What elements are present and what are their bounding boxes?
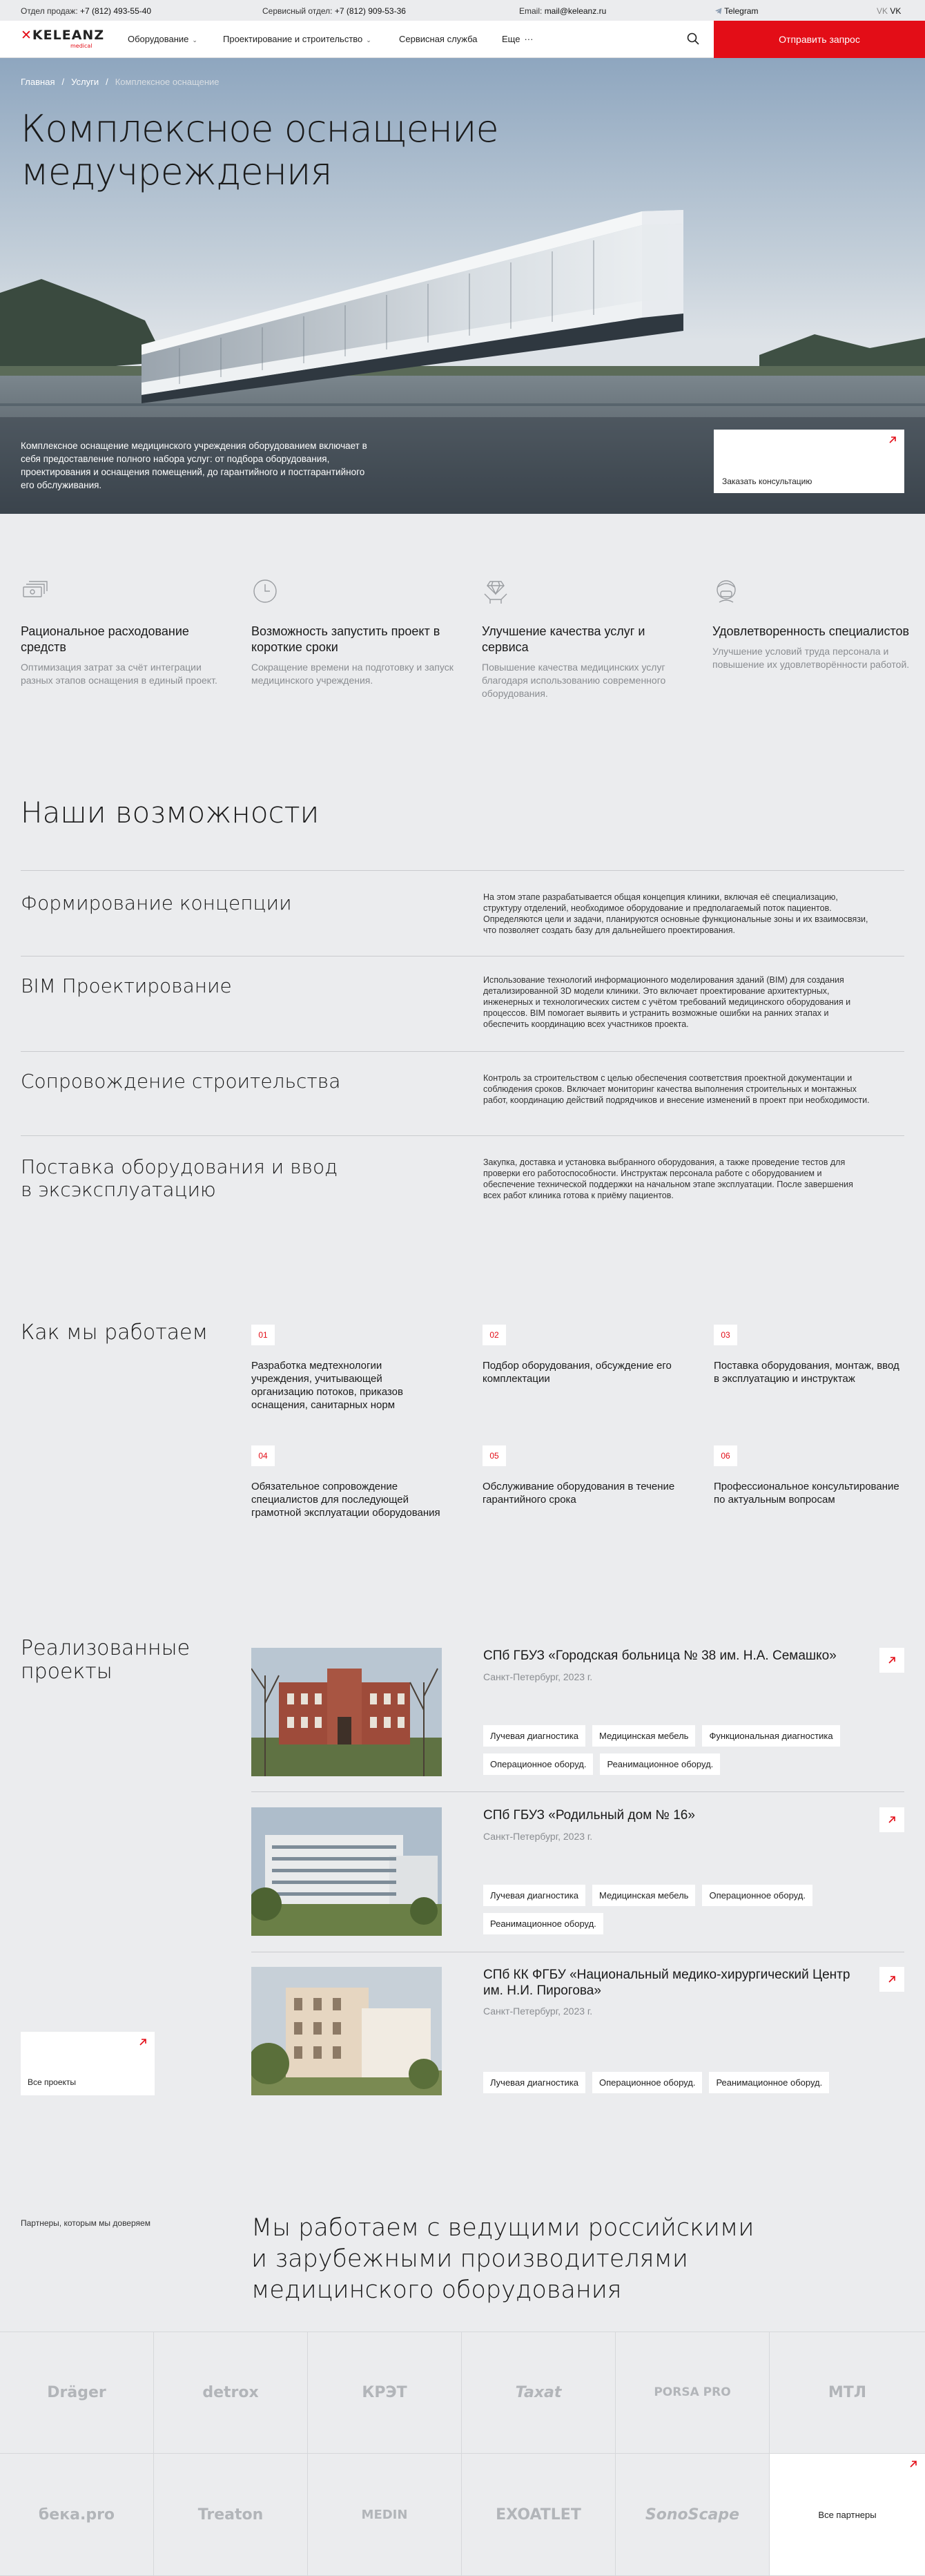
doctor-icon (712, 577, 740, 605)
step-number: 03 (714, 1325, 737, 1345)
all-partners-label: Все партнеры (818, 2509, 877, 2520)
hero-description: Комплексное оснащение медицинского учреждения оборудованием включает в себя предоставление полного набора услуг: от подбора оборудования, проектирования и оснащения помещений, до гарантийного и постгарантийного его обслуживания. (21, 441, 367, 490)
step-text: Обязательное сопровождение специалистов для последующей грамотной эксплуатации оборудования (251, 1481, 440, 1519)
capability-text: На этом этапе разрабатывается общая концепция клиники, включая её специализацию, структуру отделений, необходимое оборудование и предполагаемый поток пациентов. Определяются цели и задачи, планируются основные функциональные зоны и их взаимосвязи, что позволяет создать базу для дальнейшего проектирования. (483, 892, 868, 935)
service-contact[interactable] (262, 6, 406, 16)
all-projects-label: Все проекты (28, 2077, 77, 2087)
project-photo (251, 1648, 442, 1776)
project-tag[interactable]: Функциональная диагностика (702, 1725, 839, 1747)
clock-icon (251, 577, 279, 605)
breadcrumb-home[interactable]: Главная (21, 77, 55, 87)
capability-row (21, 870, 904, 956)
project-tag[interactable]: Реанимационное оборуд. (600, 1753, 720, 1775)
partner-logo[interactable] (154, 2454, 308, 2576)
step-item (483, 1445, 676, 1506)
logo-text: KELEANZ (32, 28, 105, 43)
benefit-text: Повышение качества медицинских услуг благодаря использованию современного оборудования. (482, 662, 666, 699)
main-navigation (0, 21, 925, 58)
breadcrumb-services[interactable]: Услуги (71, 77, 99, 87)
capability-title: Поставка оборудования и ввод в эксэксплуатацию (21, 1155, 338, 1201)
project-photo (251, 1807, 442, 1936)
benefit-title: Улучшение качества услуг и сервиса (482, 624, 645, 654)
nav-equipment[interactable] (128, 34, 197, 44)
project-tag[interactable]: Лучевая диагностика (483, 1885, 585, 1906)
project-open-button[interactable] (879, 1648, 904, 1673)
email-label: Email: (519, 6, 543, 16)
project-tags (483, 2072, 897, 2093)
nav-service[interactable] (399, 34, 478, 44)
service-phone[interactable]: +7 (812) 909-53-36 (334, 6, 406, 16)
telegram-link[interactable] (715, 6, 758, 16)
project-card[interactable] (251, 1807, 904, 1936)
arrow-up-right-icon (887, 1815, 897, 1825)
project-tag[interactable]: Операционное оборуд. (483, 1753, 593, 1775)
chevron-down-icon: ⌄ (366, 37, 371, 44)
benefit-text: Сокращение времени на подготовку и запуск медицинского учреждения. (251, 662, 454, 686)
project-tag[interactable]: Операционное оборуд. (592, 2072, 702, 2093)
project-tags (483, 1725, 897, 1775)
partner-logo[interactable] (462, 2332, 616, 2454)
logo[interactable] (21, 28, 105, 49)
step-item (251, 1445, 445, 1519)
partners-title: Мы работаем с ведущими российскими и зарубежными производителями медицинского оборудования (251, 2214, 754, 2304)
capability-text: Закупка, доставка и установка выбранного оборудования, а также проведение тестов для проверки его работоспособности. Инструктаж персонала работе с оборудованием и обеспечение технической поддержки на начальном этапе эксплуатации. После завершения всех работ клиника готова к приёму пациентов. (483, 1157, 853, 1200)
benefit-text: Оптимизация затрат за счёт интеграции разных этапов оснащения в единый проект. (21, 662, 217, 686)
partner-logo[interactable] (462, 2454, 616, 2576)
telegram-label: Telegram (724, 6, 759, 16)
project-tag[interactable]: Операционное оборуд. (702, 1885, 812, 1906)
project-title[interactable]: СПб КК ФГБУ «Национальный медико-хирургический Центр им. Н.И. Пирогова» (483, 1968, 850, 1998)
all-partners-card[interactable] (770, 2454, 925, 2576)
project-card[interactable] (251, 1967, 904, 2095)
sales-contact[interactable] (21, 6, 151, 16)
project-title[interactable]: СПб ГБУЗ «Родильный дом № 16» (483, 1808, 695, 1823)
project-open-button[interactable] (879, 1807, 904, 1832)
project-city: Санкт-Петербург, 2023 г. (483, 2006, 593, 2017)
chevron-down-icon: ⌄ (192, 37, 197, 44)
arrow-up-right-icon (138, 2037, 148, 2047)
partner-logo-text: Dräger (47, 2383, 106, 2401)
all-projects-card[interactable] (21, 2032, 155, 2095)
step-number: 04 (251, 1445, 275, 1466)
benefit-item (712, 577, 919, 671)
benefit-title: Удовлетворенность специалистов (712, 624, 910, 638)
step-item (714, 1445, 907, 1506)
nav-design-construction[interactable] (223, 34, 371, 44)
benefit-item (21, 577, 228, 687)
consultation-label: Заказать консультацию (722, 477, 812, 486)
service-label: Сервисный отдел: (262, 6, 333, 16)
vk-label: VK (890, 6, 902, 16)
partners-grid (0, 2332, 925, 2576)
capability-row (21, 1135, 904, 1218)
capability-title: BIM Проектирование (21, 974, 232, 997)
arrow-up-right-icon (908, 2459, 918, 2469)
breadcrumb-current: Комплексное оснащение (115, 77, 220, 87)
arrow-up-right-icon (888, 435, 897, 445)
step-text: Поставка оборудования, монтаж, ввод в эксплуатацию и инструктаж (714, 1360, 899, 1385)
partner-logo[interactable] (0, 2454, 154, 2576)
sales-label: Отдел продаж: (21, 6, 78, 16)
more-dots-icon: ··· (524, 34, 534, 44)
step-number: 02 (483, 1325, 506, 1345)
project-tag[interactable]: Реанимационное оборуд. (709, 2072, 829, 2093)
partner-logo-text: бека.pro (38, 2506, 115, 2524)
capability-text: Использование технологий информационного моделирования зданий (BIM) для создания детализированной 3D модели клиники. Это включает проектирование архитектурных, инженерных и технологических систем с учётом требований медицинского оборудования и процессов. BIM помогает выявить и устранить возможные ошибки на ранних этапах и обеспечить координацию всех участников проекта. (483, 975, 851, 1029)
arrow-up-right-icon (887, 1655, 897, 1665)
projects-title: Реализованные проекты (21, 1636, 191, 1684)
partner-logo-text: Treaton (197, 2506, 264, 2524)
project-photo (251, 1967, 442, 2095)
project-tag[interactable]: Лучевая диагностика (483, 1725, 585, 1747)
nav-design-label: Проектирование и строительство (223, 34, 363, 44)
project-tag[interactable]: Медицинская мебель (592, 1725, 696, 1747)
telegram-icon (715, 8, 722, 15)
step-item (714, 1325, 907, 1385)
send-request-button[interactable]: Отправить запрос (714, 21, 925, 58)
hero-section (0, 58, 925, 514)
diamond-hands-icon (482, 577, 509, 605)
nav-more[interactable] (502, 34, 533, 44)
step-number: 05 (483, 1445, 506, 1466)
project-tag[interactable]: Реанимационное оборуд. (483, 1913, 603, 1934)
benefit-item (251, 577, 458, 687)
nav-service-label: Сервисная служба (399, 34, 478, 44)
project-tags (483, 1885, 897, 1934)
partner-logo-text: КРЭТ (362, 2383, 407, 2401)
step-text: Обслуживание оборудования в течение гарантийного срока (483, 1481, 675, 1506)
search-icon[interactable] (685, 31, 701, 46)
benefit-text: Улучшение условий труда персонала и повышение их удовлетворённости работой. (712, 646, 910, 670)
logo-sub: medical (70, 43, 92, 49)
partner-logo[interactable] (616, 2454, 770, 2576)
partner-logo-text: MEDIN (361, 2507, 408, 2522)
capability-title: Сопровождение строительства (21, 1070, 341, 1093)
breadcrumb (21, 77, 220, 87)
vk-link[interactable] (877, 6, 901, 16)
step-text: Разработка медтехнологии учреждения, учитывающей организацию потоков, приказов оснащения, санитарных норм (251, 1360, 403, 1411)
logo-mark-icon: ✕ (21, 28, 32, 43)
email-contact[interactable] (519, 6, 606, 16)
project-card[interactable] (251, 1648, 904, 1776)
partner-logo-text: EXOATLET (496, 2506, 581, 2524)
partner-logo[interactable] (308, 2454, 462, 2576)
consultation-card[interactable] (714, 430, 904, 493)
project-city: Санкт-Петербург, 2023 г. (483, 1671, 593, 1682)
partner-logo[interactable] (154, 2332, 308, 2454)
benefit-item (482, 577, 689, 700)
capabilities-title: Наши возможности (21, 796, 320, 829)
project-tag[interactable]: Медицинская мебель (592, 1885, 696, 1906)
step-number: 06 (714, 1445, 737, 1466)
divider (251, 1791, 904, 1792)
nav-more-label: Еще (502, 34, 520, 44)
partners-label: Партнеры, которым мы доверяем (21, 2218, 150, 2228)
breadcrumb-separator: / (106, 77, 108, 87)
step-item (483, 1325, 676, 1385)
partner-logo[interactable] (770, 2332, 925, 2454)
how-we-work-title: Как мы работаем (21, 1320, 208, 1345)
project-tag[interactable]: Лучевая диагностика (483, 2072, 585, 2093)
partner-logo-text: SonoScape (645, 2506, 740, 2524)
partner-logo[interactable] (308, 2332, 462, 2454)
sales-phone[interactable]: +7 (812) 493-55-40 (80, 6, 152, 16)
breadcrumb-separator: / (61, 77, 65, 87)
step-item (251, 1325, 445, 1412)
partner-logo[interactable] (0, 2332, 154, 2454)
project-city: Санкт-Петербург, 2023 г. (483, 1831, 593, 1842)
partner-logo-text: МТЛ (828, 2383, 867, 2401)
capability-row (21, 1051, 904, 1135)
step-number: 01 (251, 1325, 275, 1345)
top-contact-bar (0, 0, 925, 21)
capability-text: Контроль за строительством с целью обеспечения соответствия проектной документации и соблюдения сроков. Включает мониторинг качества выполнения строительных и монтажных работ, координацию действий подрядчиков и внесение изменений в проект при необходимости. (483, 1073, 870, 1105)
nav-equipment-label: Оборудование (128, 34, 189, 44)
partner-logo[interactable] (616, 2332, 770, 2454)
vk-icon: VK (877, 6, 888, 16)
capability-row (21, 956, 904, 1051)
capability-title: Формирование концепции (21, 892, 292, 914)
project-open-button[interactable] (879, 1967, 904, 1992)
partner-logo-text: Taxat (515, 2383, 562, 2401)
partner-logo-text: detrox (202, 2383, 259, 2401)
partner-logo-text: PORSA PRO (654, 2385, 731, 2399)
step-text: Профессиональное консультирование по актуальным вопросам (714, 1481, 899, 1506)
money-stack-icon (21, 577, 48, 605)
step-text: Подбор оборудования, обсуждение его комплектации (483, 1360, 672, 1385)
benefit-title: Рациональное расходование средств (21, 624, 189, 654)
email-link[interactable]: mail@keleanz.ru (544, 6, 607, 16)
benefit-title: Возможность запустить проект в короткие сроки (251, 624, 440, 654)
project-title[interactable]: СПб ГБУЗ «Городская больница № 38 им. Н.А. Семашко» (483, 1649, 837, 1663)
arrow-up-right-icon (887, 1974, 897, 1984)
page-title: Комплексное оснащение медучреждения (21, 107, 498, 193)
